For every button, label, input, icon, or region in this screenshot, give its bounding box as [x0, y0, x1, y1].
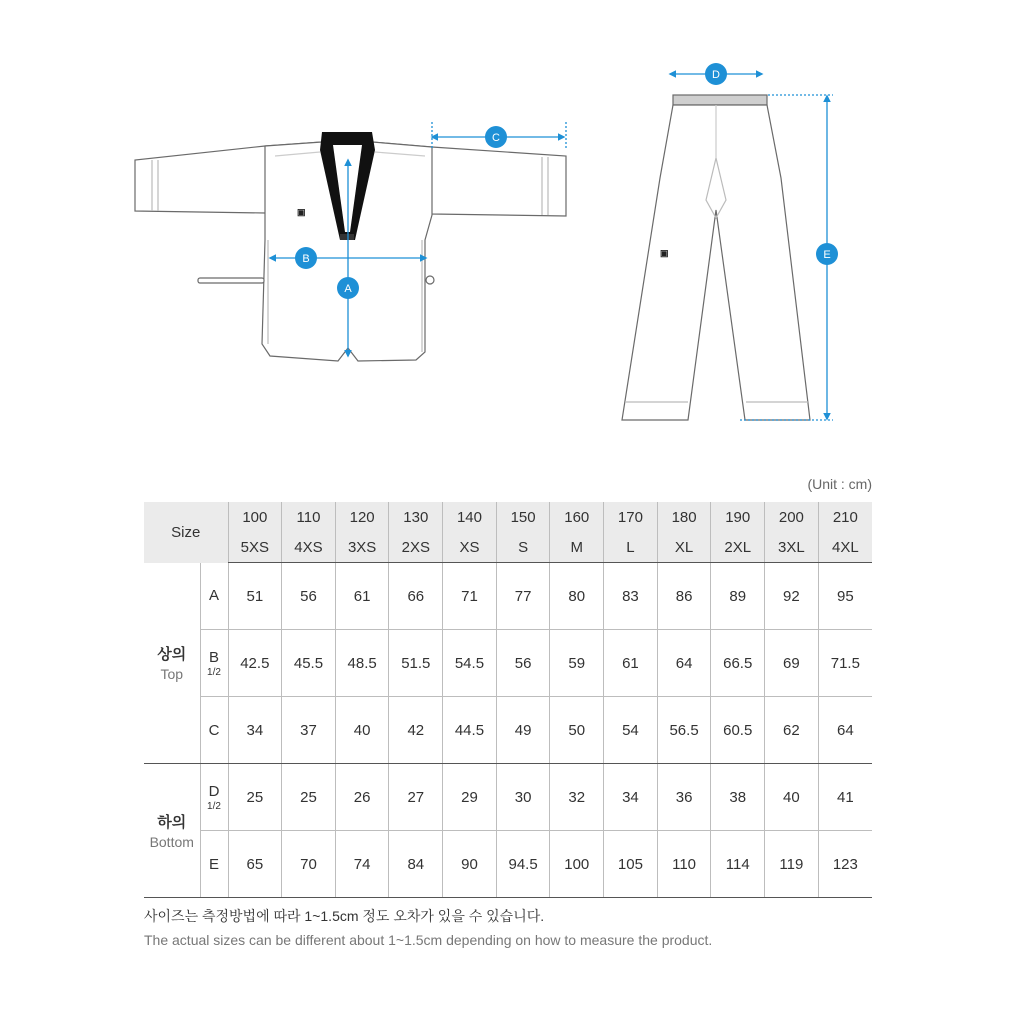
- value-cell: 56.5: [657, 697, 711, 764]
- value-cell: 110: [657, 831, 711, 898]
- size-header-cell: Size: [144, 502, 228, 563]
- value-cell: 54: [604, 697, 658, 764]
- svg-text:C: C: [492, 132, 500, 144]
- size-table-body: [144, 502, 872, 898]
- measure-label-cell: [200, 563, 228, 630]
- height-header-cell: 110: [282, 502, 336, 532]
- value-cell: 37: [282, 697, 336, 764]
- value-cell: 71: [443, 563, 497, 630]
- bottom-group-en: Bottom: [149, 834, 194, 850]
- measure-sublabel: 1/2: [207, 800, 221, 812]
- size-code-header-cell: 3XS: [335, 532, 389, 563]
- measure-label: A: [208, 587, 219, 605]
- measure-sublabel: 1/2: [207, 666, 221, 678]
- height-header-cell: 130: [389, 502, 443, 532]
- size-code-header-cell: 5XS: [228, 532, 282, 563]
- jacket-logo-icon: ▣: [297, 207, 306, 217]
- label-b-bubble: [295, 247, 317, 269]
- value-cell: 26: [335, 764, 389, 831]
- value-cell: 61: [335, 563, 389, 630]
- value-cell: 84: [389, 831, 443, 898]
- size-code-header-cell: 2XL: [711, 532, 765, 563]
- value-cell: 40: [765, 764, 819, 831]
- value-cell: 51.5: [389, 630, 443, 697]
- value-cell: 95: [818, 563, 872, 630]
- value-cell: 66.5: [711, 630, 765, 697]
- note-english: The actual sizes can be different about 1~1.5cm depending on how to measure the product.: [144, 932, 713, 948]
- unit-label: (Unit : cm): [807, 476, 872, 492]
- value-cell: 71.5: [818, 630, 872, 697]
- measure-label: E: [208, 855, 219, 873]
- value-cell: 66: [389, 563, 443, 630]
- value-cell: 119: [765, 831, 819, 898]
- height-header-cell: 200: [765, 502, 819, 532]
- value-cell: 74: [335, 831, 389, 898]
- size-code-header-cell: 4XS: [282, 532, 336, 563]
- measure-label: B: [208, 648, 219, 666]
- value-cell: 29: [443, 764, 497, 831]
- value-cell: 25: [228, 764, 282, 831]
- top-group-ko: 상의: [157, 646, 187, 664]
- height-header-cell: 210: [818, 502, 872, 532]
- measure-label-cell: [200, 764, 228, 831]
- size-code-header-cell: XS: [443, 532, 497, 563]
- value-cell: 90: [443, 831, 497, 898]
- svg-text:E: E: [823, 249, 831, 261]
- value-cell: 32: [550, 764, 604, 831]
- value-cell: 77: [496, 563, 550, 630]
- value-cell: 94.5: [496, 831, 550, 898]
- height-header-cell: 190: [711, 502, 765, 532]
- value-cell: 36: [657, 764, 711, 831]
- value-cell: 62: [765, 697, 819, 764]
- measure-label-cell: [200, 630, 228, 697]
- value-cell: 30: [496, 764, 550, 831]
- value-cell: 69: [765, 630, 819, 697]
- size-code-header-cell: 3XL: [765, 532, 819, 563]
- table-row: [144, 697, 872, 764]
- value-cell: 50: [550, 697, 604, 764]
- height-header-cell: 120: [335, 502, 389, 532]
- uniform-illustration: [0, 0, 1024, 460]
- value-cell: 54.5: [443, 630, 497, 697]
- label-a-bubble: [337, 277, 359, 299]
- value-cell: 48.5: [335, 630, 389, 697]
- value-cell: 65: [228, 831, 282, 898]
- height-header-cell: 140: [443, 502, 497, 532]
- value-cell: 45.5: [282, 630, 336, 697]
- value-cell: 80: [550, 563, 604, 630]
- size-code-header-cell: 2XS: [389, 532, 443, 563]
- size-code-header-cell: XL: [657, 532, 711, 563]
- top-group-cell: [144, 563, 200, 764]
- header-row-heights: [144, 502, 872, 532]
- value-cell: 34: [604, 764, 658, 831]
- value-cell: 42: [389, 697, 443, 764]
- size-code-header-cell: 4XL: [818, 532, 872, 563]
- label-d-bubble: [705, 63, 727, 85]
- value-cell: 56: [282, 563, 336, 630]
- value-cell: 51: [228, 563, 282, 630]
- value-cell: 83: [604, 563, 658, 630]
- value-cell: 64: [657, 630, 711, 697]
- measure-label: D: [208, 782, 220, 800]
- svg-text:D: D: [712, 69, 720, 81]
- value-cell: 89: [711, 563, 765, 630]
- header-row-codes: [144, 532, 872, 563]
- height-header-cell: 150: [496, 502, 550, 532]
- value-cell: 105: [604, 831, 658, 898]
- table-row: [144, 563, 872, 630]
- height-header-cell: 100: [228, 502, 282, 532]
- value-cell: 41: [818, 764, 872, 831]
- measure-label-cell: [200, 831, 228, 898]
- value-cell: 56: [496, 630, 550, 697]
- bottom-group-cell: [144, 764, 200, 898]
- size-code-header-cell: M: [550, 532, 604, 563]
- value-cell: 100: [550, 831, 604, 898]
- value-cell: 114: [711, 831, 765, 898]
- note-korean: 사이즈는 측정방법에 따라 1~1.5cm 정도 오차가 있을 수 있습니다.: [144, 908, 545, 924]
- value-cell: 61: [604, 630, 658, 697]
- height-header-cell: 160: [550, 502, 604, 532]
- value-cell: 38: [711, 764, 765, 831]
- size-code-header-cell: L: [604, 532, 658, 563]
- table-row: [144, 831, 872, 898]
- table-row: [144, 764, 872, 831]
- label-c-bubble: [485, 126, 507, 148]
- height-header-cell: 170: [604, 502, 658, 532]
- measure-label: C: [208, 721, 220, 739]
- table-row: [144, 630, 872, 697]
- value-cell: 44.5: [443, 697, 497, 764]
- collar-badge-icon: [340, 234, 354, 240]
- measure-label-cell: [200, 697, 228, 764]
- svg-text:B: B: [302, 253, 310, 265]
- value-cell: 27: [389, 764, 443, 831]
- value-cell: 64: [818, 697, 872, 764]
- value-cell: 92: [765, 563, 819, 630]
- size-code-header-cell: S: [496, 532, 550, 563]
- value-cell: 34: [228, 697, 282, 764]
- top-group-en: Top: [160, 666, 184, 683]
- pants-logo-icon: ▣: [660, 248, 669, 258]
- value-cell: 86: [657, 563, 711, 630]
- label-e-bubble: [816, 243, 838, 265]
- bottom-group-ko: 하의: [157, 814, 187, 831]
- value-cell: 25: [282, 764, 336, 831]
- value-cell: 40: [335, 697, 389, 764]
- value-cell: 70: [282, 831, 336, 898]
- value-cell: 59: [550, 630, 604, 697]
- value-cell: 49: [496, 697, 550, 764]
- value-cell: 42.5: [228, 630, 282, 697]
- height-header-cell: 180: [657, 502, 711, 532]
- value-cell: 123: [818, 831, 872, 898]
- size-table: [144, 502, 872, 898]
- pants-drawing: [622, 95, 810, 420]
- value-cell: 60.5: [711, 697, 765, 764]
- svg-text:A: A: [344, 283, 352, 295]
